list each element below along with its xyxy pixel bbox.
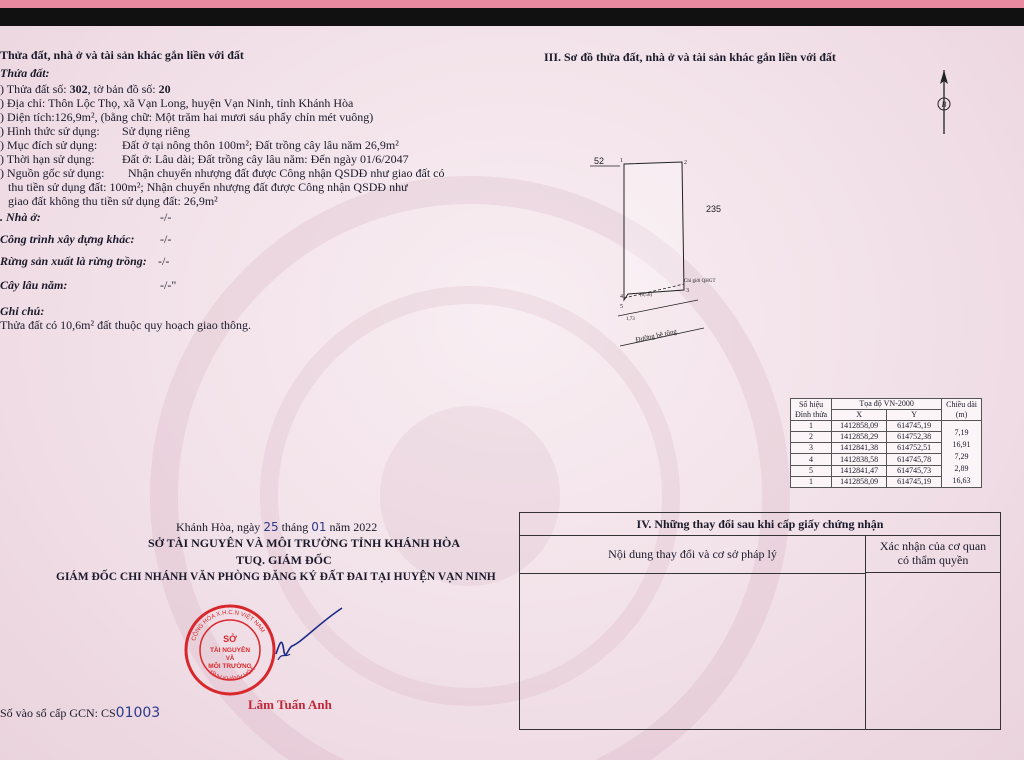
notes-label: Ghi chú: [0, 304, 45, 318]
sign-year: năm 2022 [329, 520, 378, 534]
sign-month: 01 [311, 520, 327, 534]
table-row: 5 1412841,47 614745,73 [791, 465, 982, 476]
map-distance-2: 1,73 [626, 317, 635, 322]
purpose-value: Đất ở tại nông thôn 100m²; Đất trồng cây lâu năm 26,9m² [122, 138, 399, 152]
table-row: 1 1412858,09 614745,19 [791, 476, 982, 487]
stamp-ring-bottom: TỈNH KHÁNH HÒA [207, 666, 257, 683]
purpose-label: ) Mục đích sử dụng: [0, 138, 98, 152]
sign-day: 25 [263, 520, 279, 534]
perennial-value: -/-" [160, 278, 177, 292]
address-line: ) Địa chỉ: Thôn Lộc Thọ, xã Vạn Long, huyện Vạn Ninh, tỉnh Khánh Hòa [0, 96, 354, 110]
registry-number: 01003 [115, 705, 161, 721]
perennial-label: Cây lâu năm: [0, 278, 68, 292]
table-row: 2 1412858,29 614752,38 [791, 432, 982, 443]
map-sheet-number: 20 [158, 82, 171, 96]
map-planning-note: Chỉ giới QHGT [684, 279, 716, 284]
coord-header-x: X [832, 410, 887, 421]
parcel-sketch-map [580, 150, 760, 350]
agency-name: SỞ TÀI NGUYÊN VÀ MÔI TRƯỜNG TỈNH KHÁNH HÒA [148, 536, 461, 550]
coord-header-system: Tọa độ VN-2000 [832, 399, 942, 410]
other-construction-label: Công trình xây dựng khác: [0, 232, 135, 246]
coord-lengths: 7,19 16,91 7,29 2,89 16,63 [942, 421, 982, 488]
signer-name: Lâm Tuấn Anh [248, 697, 332, 712]
on-behalf: TUQ. GIÁM ĐỐC [236, 553, 332, 567]
house-label: . Nhà ở: [0, 210, 41, 224]
sign-place: Khánh Hòa, ngày [176, 520, 261, 534]
left-heading: Thửa đất, nhà ở và tài sản khác gắn liền với đất [0, 48, 244, 62]
top-border-band [0, 0, 1024, 26]
sign-date [176, 520, 377, 534]
stamp-center-1: SỞ [223, 634, 237, 644]
usage-form-label: ) Hình thức sử dụng: [0, 124, 100, 138]
parcel-line [0, 82, 171, 96]
area-line: ) Diện tích:126,9m², (bằng chữ: Một trăm hai mươi sáu phẩy chín mét vuông) [0, 110, 374, 124]
notes-text: Thửa đất có 10,6m² đất thuộc quy hoạch giao thông. [0, 318, 252, 332]
changes-heading: IV. Những thay đổi sau khi cấp giấy chứng nhận [520, 513, 1000, 536]
changes-col-confirmation-line2: có thẩm quyền [897, 553, 969, 567]
map-distance-1: (6,56) [640, 293, 653, 298]
svg-text:B: B [941, 100, 947, 109]
north-arrow-icon [930, 68, 958, 136]
coord-header-y: Y [887, 410, 942, 421]
handwritten-signature [268, 602, 348, 672]
stamp-center-2: TÀI NGUYÊN [209, 647, 251, 654]
changes-col-confirmation [866, 535, 1000, 573]
section-iii-heading: III. Sơ đồ thửa đất, nhà ở và tài sản khác gắn liền với đất [544, 50, 836, 64]
sign-month-label: tháng [281, 520, 309, 534]
top-pink-strip [0, 0, 1024, 8]
origin-line-1: Nhận chuyển nhượng đất được Công nhận QSDĐ như giao đất có [128, 166, 445, 180]
map-vertex-4: 4 [620, 294, 623, 300]
table-row: 4 1412838,58 614745,78 [791, 454, 982, 465]
map-vertex-2: 2 [684, 160, 687, 166]
stamp-center-4: MÔI TRƯỜNG [208, 663, 252, 670]
stamp-center-3: VÀ [225, 656, 235, 662]
map-label-right-parcel: 235 [706, 204, 722, 214]
map-road-label: Đường bê tông [634, 327, 678, 344]
stamp-ring-top: CỘNG HÒA X.H.C.N VIỆT NAM [191, 609, 266, 642]
house-value: -/- [160, 210, 172, 224]
map-vertex-1: 1 [620, 158, 623, 164]
table-row: 1 1412858,09 614745,19 7,19 16,91 7,29 2,89 16,63 [791, 421, 982, 432]
origin-label: ) Nguồn gốc sử dụng: [0, 166, 105, 180]
parcel-label: ) Thửa đất số: [0, 82, 67, 96]
map-vertex-5: 5 [620, 304, 623, 310]
registry-line [0, 706, 160, 720]
term-value: Đất ở: Lâu dài; Đất trồng cây lâu năm: Đến ngày 01/6/2047 [122, 152, 409, 166]
changes-col-confirmation-line1: Xác nhận của cơ quan [879, 539, 987, 553]
term-label: ) Thời hạn sử dụng: [0, 152, 95, 166]
director-title: GIÁM ĐỐC CHI NHÁNH VĂN PHÒNG ĐĂNG KÝ ĐẤT ĐAI TẠI HUYỆN VẠN NINH [56, 571, 496, 583]
other-construction-value: -/- [160, 232, 172, 246]
changes-col-content: Nội dung thay đổi và cơ sở pháp lý [520, 535, 866, 574]
parcel-number: 302 [69, 82, 88, 96]
forest-label: Rừng sản xuất là rừng trồng: [0, 254, 147, 268]
origin-line-2: thu tiền sử dụng đất: 100m²; Nhận chuyển nhượng đất được Công nhận QSDĐ như [8, 180, 408, 194]
map-sheet-label: , tờ bản đồ số: [87, 82, 156, 96]
map-vertex-3: 3 [686, 288, 689, 294]
land-label: Thửa đất: [0, 66, 50, 80]
forest-value: -/- [158, 254, 170, 268]
official-red-stamp [182, 602, 278, 698]
coord-header-point: Số hiệu Đỉnh thửa [791, 399, 832, 421]
changes-divider [865, 573, 866, 729]
coordinate-table [790, 398, 982, 488]
table-row: 3 1412841,38 614752,51 [791, 443, 982, 454]
usage-form-value: Sử dụng riêng [122, 124, 190, 138]
map-label-left-parcel: 52 [594, 156, 605, 166]
coord-header-length: Chiều dài (m) [942, 399, 982, 421]
changes-table [519, 512, 1001, 730]
origin-line-3: giao đất không thu tiền sử dụng đất: 26,9m² [8, 194, 218, 208]
registry-label: Số vào sổ cấp GCN: CS [0, 706, 116, 720]
